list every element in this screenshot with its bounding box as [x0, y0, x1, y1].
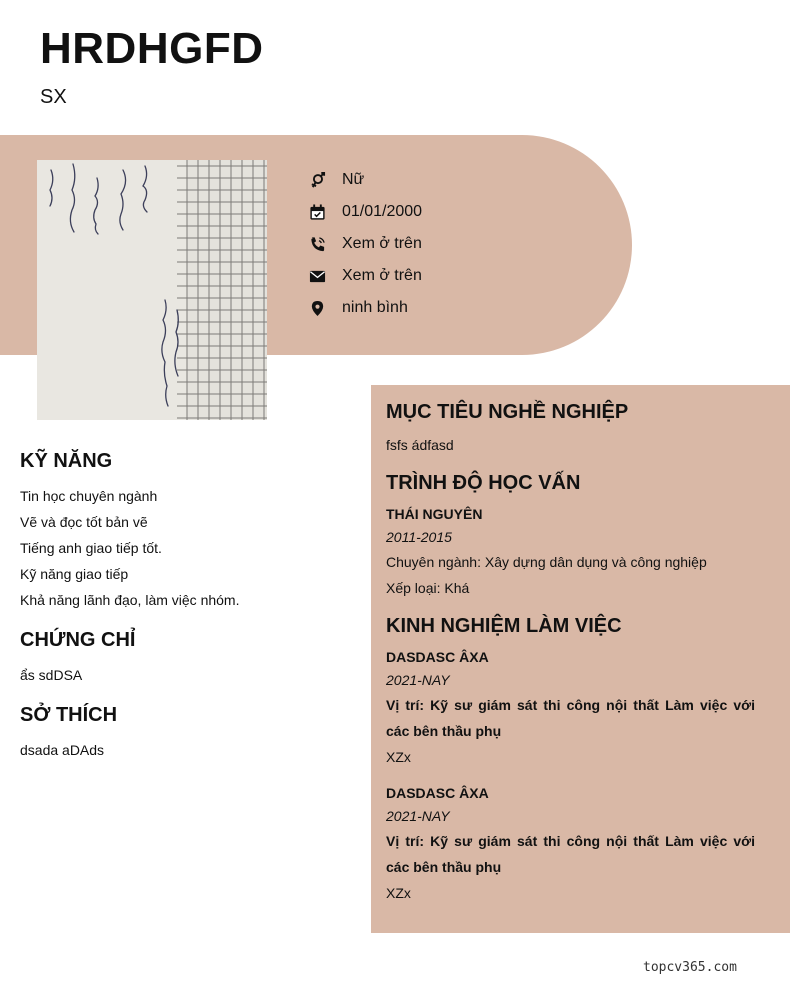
- certificates-section: [20, 629, 340, 688]
- right-column: [371, 385, 790, 933]
- contact-email-text: Xem ở trên: [342, 267, 422, 284]
- contact-email: [308, 260, 422, 292]
- job-detail: XZx: [386, 749, 411, 765]
- candidate-subtitle: SX: [40, 86, 67, 108]
- contact-address-text: ninh bình: [342, 299, 408, 316]
- objective-section: [386, 401, 755, 458]
- education-title: TRÌNH ĐỘ HỌC VẤN: [386, 472, 581, 494]
- experience-title: KINH NGHIỆM LÀM VIỆC: [386, 615, 622, 637]
- hobbies-section: [20, 704, 340, 763]
- certificates-title: CHỨNG CHỈ: [20, 629, 136, 651]
- calendar-icon: [308, 203, 326, 221]
- skill-item: Khả năng lãnh đạo, làm việc nhóm.: [20, 592, 240, 608]
- job-period: 2021-NAY: [386, 808, 450, 824]
- contact-gender: [308, 164, 422, 196]
- education-major: Chuyên ngành: Xây dựng dân dụng và công nghiệp: [386, 554, 707, 570]
- contact-info: [308, 164, 422, 324]
- gender-icon: [308, 171, 326, 189]
- contact-phone: [308, 228, 422, 260]
- objective-text: fsfs ádfasd: [386, 437, 454, 453]
- contact-birthday: [308, 196, 422, 228]
- left-column: [20, 450, 340, 779]
- skill-item: Kỹ năng giao tiếp: [20, 566, 129, 582]
- certificate-item: ẩs sdDSA: [20, 667, 83, 683]
- hobbies-title: SỞ THÍCH: [20, 704, 118, 726]
- envelope-icon: [308, 267, 326, 285]
- job-detail: XZx: [386, 885, 411, 901]
- job-position: Vị trí: Kỹ sư giám sát thi công nội thất Làm việc với các bên thầu phụ: [386, 833, 755, 875]
- education-period: 2011-2015: [386, 529, 452, 545]
- job-entry: [386, 646, 755, 770]
- school-name: THÁI NGUYÊN: [386, 506, 483, 522]
- skill-item: Tiếng anh giao tiếp tốt.: [20, 540, 162, 556]
- avatar-photo: [37, 160, 267, 420]
- objective-title: MỤC TIÊU NGHỀ NGHIỆP: [386, 401, 629, 423]
- job-entry: [386, 782, 755, 906]
- location-pin-icon: [308, 299, 326, 317]
- contact-address: [308, 292, 422, 324]
- contact-birthday-text: 01/01/2000: [342, 203, 423, 220]
- contact-gender-text: Nữ: [342, 171, 365, 188]
- hobby-item: dsada aDAds: [20, 742, 105, 758]
- contact-phone-text: Xem ở trên: [342, 235, 422, 252]
- education-grade: Xếp loại: Khá: [386, 580, 470, 596]
- phone-icon: [308, 235, 326, 253]
- job-period: 2021-NAY: [386, 672, 450, 688]
- candidate-name: HRDHGFD: [40, 24, 264, 73]
- skill-item: Tin học chuyên ngành: [20, 488, 158, 504]
- job-company: DASDASC ÂXA: [386, 649, 489, 665]
- skill-item: Vẽ và đọc tốt bản vẽ: [20, 514, 148, 530]
- experience-section: [386, 615, 755, 906]
- skills-title: KỸ NĂNG: [20, 450, 113, 472]
- skills-section: [20, 450, 340, 613]
- job-company: DASDASC ÂXA: [386, 785, 489, 801]
- footer-brand: topcv365.com: [643, 960, 737, 975]
- education-section: [386, 472, 755, 601]
- job-position: Vị trí: Kỹ sư giám sát thi công nội thất Làm việc với các bên thầu phụ: [386, 697, 755, 739]
